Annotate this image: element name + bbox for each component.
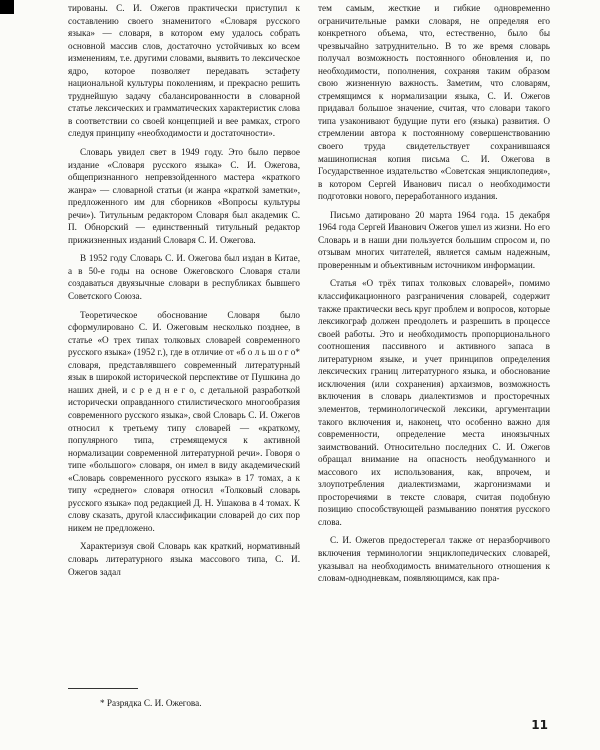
paragraph: Статья «О трёх типах толковых словарей», помимо классификационного разграничения словарей, содержит также практически весь круг проблем и вопросов, которые лексикограф должен преодолеть и разрешить в процессе своей работы. Это и необходимость пропорционального соотношения пассивного и активного запаса в литературном языке, и учет принципов определения лексических границ литературного языка, и обоснование исключения (или сохранения) архаизмов, возможность включения в словарь диалектизмов и просторечных элементов, терминологической лексики, аргументации такого включения и, наконец, что особенно важно для современности, определение места иноязычных заимствований. Относительно последних С. И. Ожегов обращал внимание на опасность необдуманного и массового их использования, как, впрочем, и злоупотребления диалектизмами, жаргонизмами и просторечиями в тексте словаря, считая подобную позицию способствующей размыванию понятия русского слова.	[318, 278, 550, 527]
footnote: * Разрядка С. И. Ожегова.	[100, 698, 202, 708]
paragraph: тированы. С. И. Ожегов практически приступил к составлению своего знаменитого «Словаря русского языка» — словаря, в котором ему удалось собрать основной массив слов, достаточно устойчивых ко всем изменениям, т.е. другими словами, выявить то лексическое ядро, которое позволяет передавать эстафету национальной культуры поколениям, и прекрасно решить труднейшую задачу сбалансированности в словарной статье лексических и грамматических характеристик слова в соответствии со своей концепцией и вее рамках, строго следуя принципу «необходимости и достаточности».	[68, 3, 300, 139]
paragraph: Словарь увидел свет в 1949 году. Это было первое издание «Словаря русского языка» С. И. Ожегова, общепризнанного непревзойденного мастера «краткого жанра» — словарной статьи (и жанра «краткой заметки», предложенного им для сборников «Вопросы культуры речи»). Титульным редактором Словаря был академик С. П. Обнорский — единственный титульный редактор прижизненных изданий Словаря С. И. Ожегова.	[68, 147, 300, 245]
paragraph: Теоретическое обоснование Словаря было сформулировано С. И. Ожеговым несколько позднее, в статье «О трех типах толковых словарей современного русского языка» (1952 г.), где в отличие от «б о л ь ш о г о* словаря, представлявшего современный литературный язык в широкой исторической перспективе от Пушкина до наших дней, и с р е д н е г о, с детальной разработкой исторически оправданного стилистического многообразия современного русского языка», свой Словарь С. И. Ожегов относил к третьему типу словарей — «краткому, популярного типа, стремящемуся к активной нормализации современной литературной речи». Говоря о типе «большого» словаря, он имел в виду академический «Словарь современного русского языка» в 17 томах, а к типу «среднего» словаря относил «Толковый словарь русского языка» под редакцией Д. Н. Ушакова в 4 томах. К слову сказать, другой классификации словарей до сих пор никем не предложено.	[68, 309, 300, 533]
paragraph: С. И. Ожегов предостерегал также от неразборчивого включения терминологии энциклопедических словарей, указывал на необходимость внимательного отношения к словам-однодневкам, появляющимся, как пра-	[318, 535, 550, 584]
paragraph: Письмо датировано 20 марта 1964 года. 15 декабря 1964 года Сергей Иванович Ожегов ушел из жизни. Но его Словарь и в наши дни пользуется большим спросом и, по отзывам многих читателей, является самым надежным, проверенным и объективным источником информации.	[318, 209, 550, 270]
corner-crop-mark	[0, 0, 14, 14]
left-column	[68, 2, 300, 578]
paragraph: тем самым, жесткие и гибкие одновременно ограничительные рамки словаря, не определяя его конкретного объема, что, естественно, было бы чрезвычайно затруднительно. В то же время словарь получал возможность постоянного обновления и, по необходимости, пополнения, сохраняя таким образом свою жизненную важность. Заметим, что словарям, стремящимся к нормализации языка, С. И. Ожегов придавал большое значение, считая, что словари такого типа узаконивают будущие пути его (языка) развития. О стремлении автора к постоянному совершенствованию своего труда свидетельствует сохранившаяся машинописная копия письма С. И. Ожегова в Государственное издательство «Советская энциклопедия», в котором Сергей Иванович писал о необходимости подготовки нового, переработанного издания.	[318, 3, 550, 202]
paragraph: Характеризуя свой Словарь как краткий, нормативный словарь литературного языка массового типа, С. И. Ожегов задал	[68, 541, 300, 577]
footnote-divider	[68, 688, 138, 689]
paragraph: В 1952 году Словарь С. И. Ожегова был издан в Китае, а в 50-е годы на основе Ожеговского Словаря стали создаваться двуязычные словари в республиках бывшего Советского Союза.	[68, 253, 300, 302]
page-number: 11	[531, 718, 548, 732]
right-column	[318, 2, 550, 585]
